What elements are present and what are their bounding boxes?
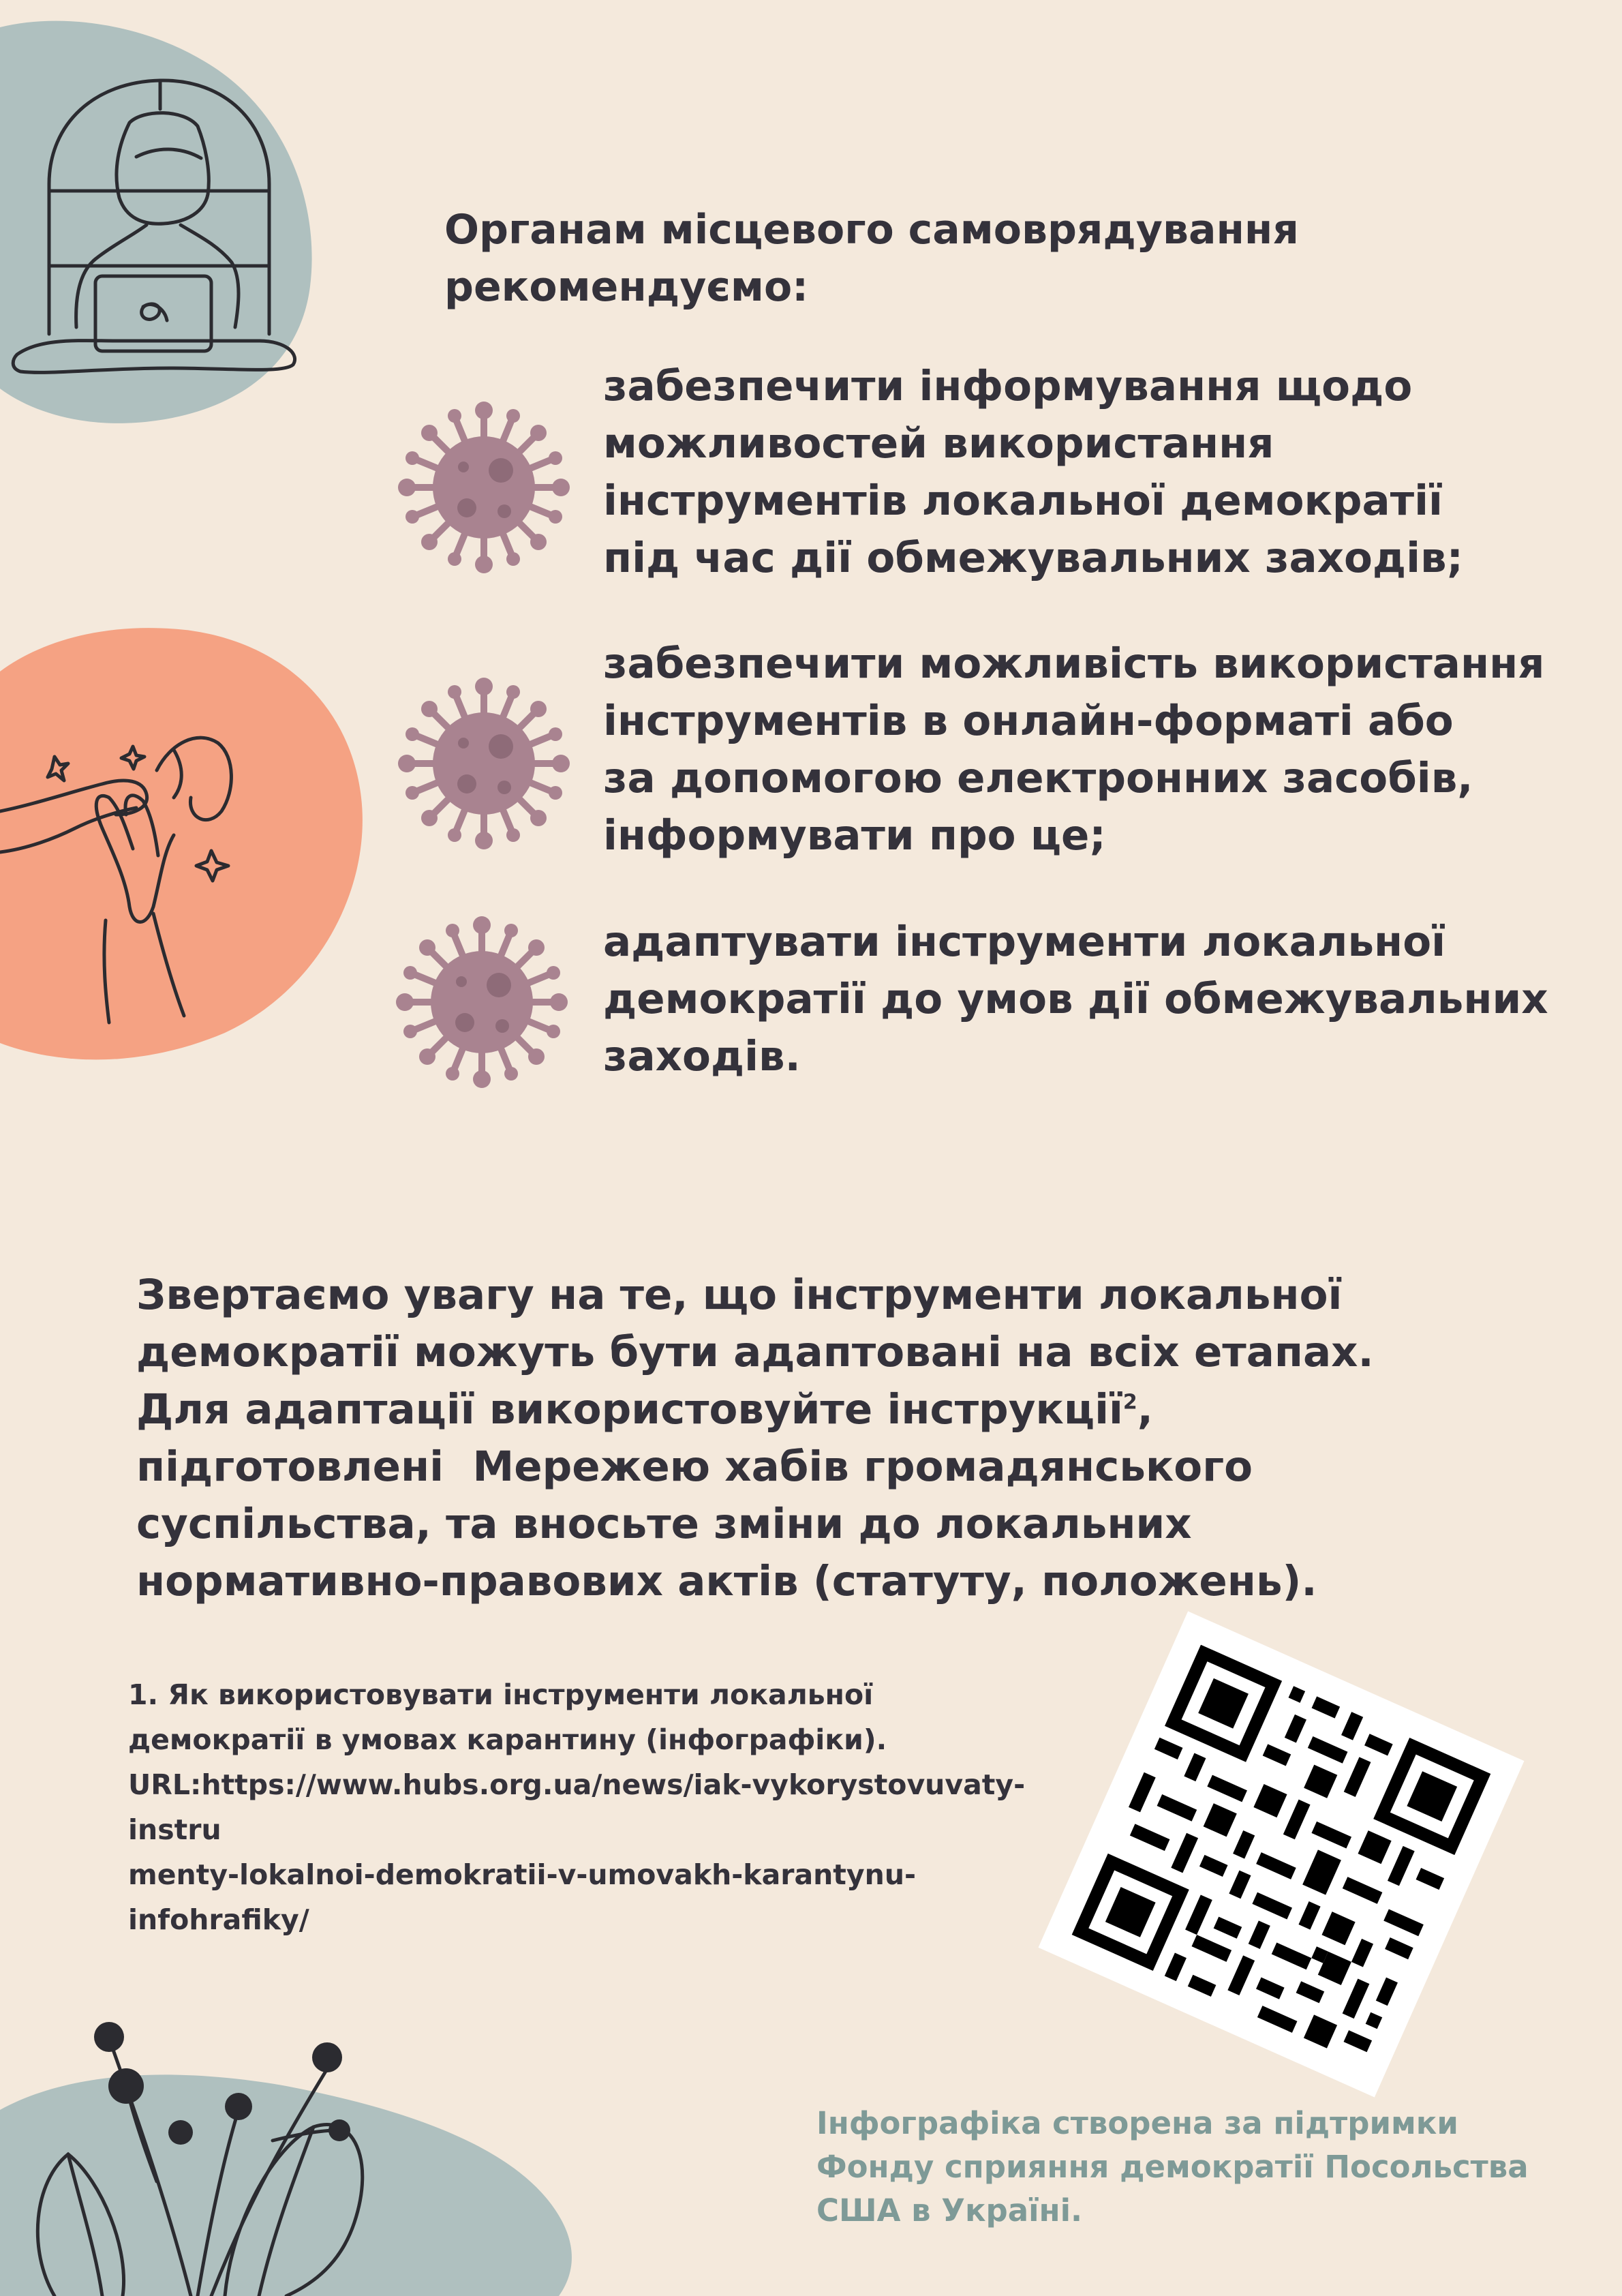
- recommendation-line: інструментів локальної демократії: [603, 477, 1443, 525]
- credit-text: [816, 2102, 1539, 2233]
- attention-line: суспільства, та вносьте зміни до локальних: [136, 1500, 1192, 1548]
- heading-line: рекомендуємо:: [444, 263, 809, 311]
- recommendation-line: інструментів в онлайн-форматі або: [603, 697, 1454, 745]
- recommendation-line: за допомогою електронних засобів,: [603, 754, 1473, 802]
- footnote-line: демократії в умовах карантину (інфографіки).: [128, 1723, 887, 1756]
- attention-line: підготовлені Мережею хабів громадянського: [136, 1442, 1253, 1491]
- blue-blob-bottom: [0, 2074, 572, 2296]
- recommendation-line: забезпечити можливість використання: [603, 639, 1545, 688]
- recommendation-line: демократії до умов дії обмежувальних: [603, 975, 1548, 1023]
- recommendation-item: [603, 913, 1571, 1085]
- footnote-reference: 2: [1122, 1390, 1137, 1415]
- recommendation-line: можливостей використання: [603, 419, 1274, 468]
- section-heading: [444, 201, 1467, 316]
- attention-line: Звертаємо увагу на те, що інструменти локальної: [136, 1271, 1343, 1319]
- footnote-url[interactable]: menty-lokalnoi-demokratii-v-umovakh-karantynu-infohrafiky/: [128, 1858, 917, 1936]
- credit-line: Фонду сприяння демократії Посольства: [816, 2149, 1529, 2185]
- virus-icon: [392, 395, 576, 579]
- credit-line: Інфографіка створена за підтримки: [816, 2105, 1458, 2141]
- recommendation-line: під час дії обмежувальних заходів;: [603, 534, 1464, 582]
- attention-text: Для адаптації використовуйте інструкції: [136, 1385, 1123, 1434]
- attention-punctuation: ,: [1137, 1385, 1153, 1434]
- footnote: [128, 1672, 1096, 1942]
- recommendation-item: [603, 635, 1571, 864]
- attention-paragraph: [136, 1267, 1465, 1610]
- attention-line: нормативно-правових актів (статуту, положень).: [136, 1557, 1317, 1605]
- recommendation-line: адаптувати інструменти локальної: [603, 918, 1446, 966]
- attention-line: демократії можуть бути адаптовані на всіх етапах.: [136, 1328, 1374, 1376]
- credit-line: США в Україні.: [816, 2192, 1083, 2229]
- recommendation-line: інформувати про це;: [603, 811, 1106, 860]
- virus-icon: [392, 671, 576, 856]
- recommendation-line: забезпечити інформування щодо: [603, 362, 1413, 410]
- recommendation-item: [603, 358, 1571, 587]
- footnote-line: 1. Як використовувати інструменти локальної: [128, 1678, 874, 1711]
- coral-blob: [0, 628, 363, 1059]
- heading-line: Органам місцевого самоврядування: [444, 206, 1299, 254]
- virus-icon: [390, 910, 574, 1094]
- attention-line: [136, 1381, 1465, 1438]
- recommendation-line: заходів.: [603, 1032, 801, 1081]
- footnote-url[interactable]: URL:https://www.hubs.org.ua/news/iak-vykorystovuvaty-instru: [128, 1768, 1026, 1846]
